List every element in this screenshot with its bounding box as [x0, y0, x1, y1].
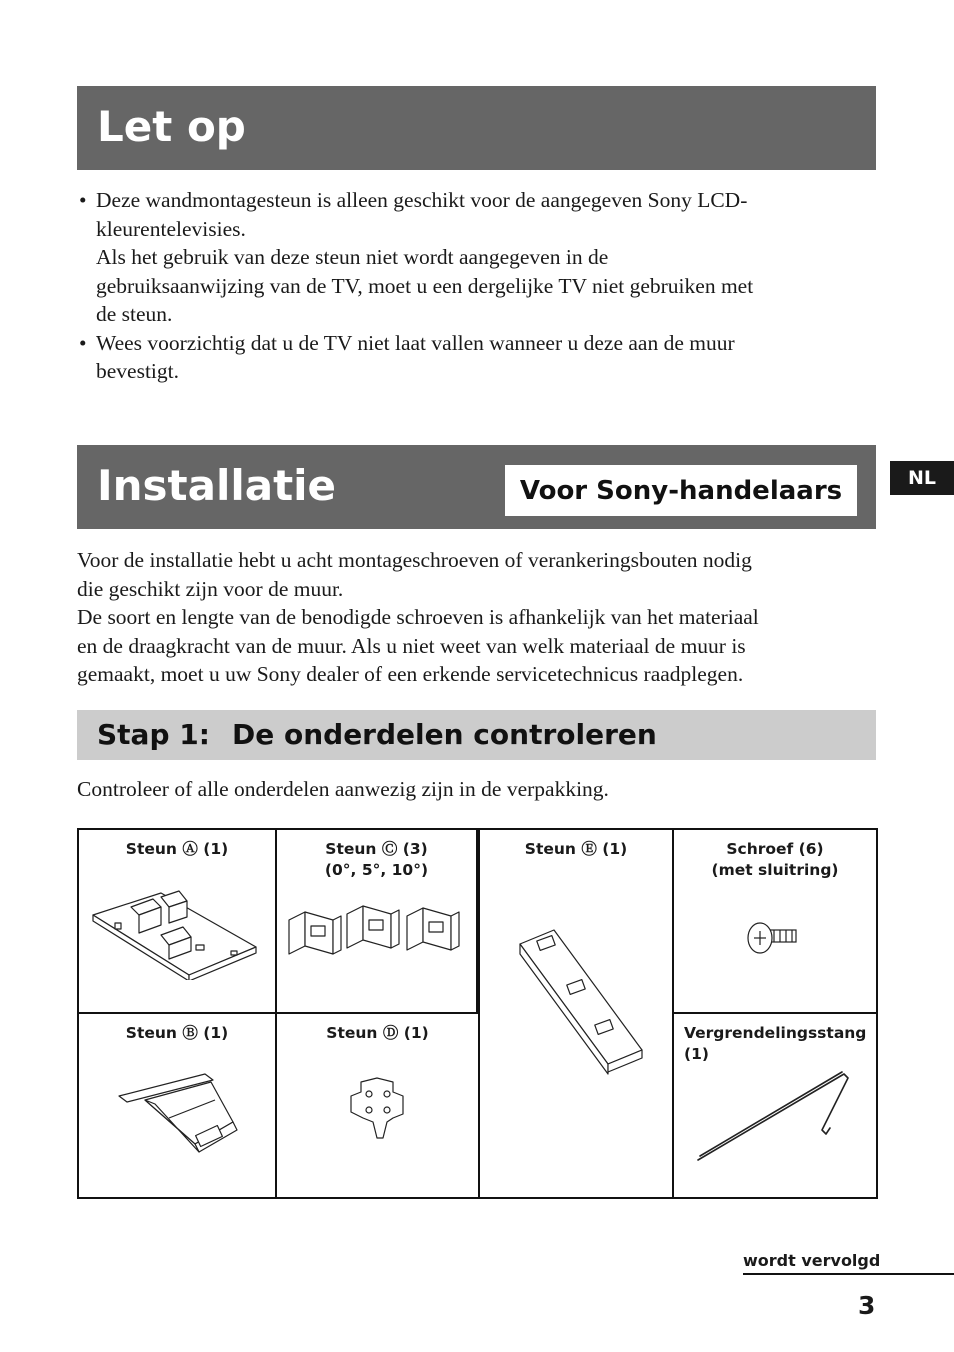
bracket-e-illustration [514, 926, 654, 1076]
continued-note: wordt vervolgd [743, 1251, 881, 1270]
footer-divider [743, 1273, 954, 1275]
part-label [684, 1023, 876, 1065]
caution-list [77, 186, 877, 386]
part-cell-locking-rod [674, 1014, 876, 1197]
part-label-line: Schroef (6) [726, 840, 824, 858]
step-title: De onderdelen controleren [232, 718, 657, 751]
part-label [674, 839, 876, 881]
part-cell-bracket-d [277, 1014, 478, 1197]
text-line: de steun. [96, 302, 173, 326]
part-label: Steun Ⓔ (1) [524, 840, 628, 858]
part-label-line: (met sluitring) [711, 861, 839, 879]
list-item [77, 329, 877, 386]
part-cell-bracket-b [79, 1014, 277, 1197]
step-header [77, 710, 876, 760]
text-line: gemaakt, moet u uw Sony dealer of een erkende servicetechnicus raadplegen. [77, 662, 744, 686]
locking-rod-illustration [696, 1070, 856, 1165]
text-line: • Deze wandmontagesteun is alleen geschikt voor de aangegeven Sony LCD- [96, 188, 748, 212]
section-title: Let op [97, 102, 246, 151]
part-label-line: (0°, 5°, 10°) [324, 861, 429, 879]
part-label-line: Vergrendelingsstang [684, 1024, 867, 1042]
text-line: Voor de installatie hebt u acht montageschroeven of verankeringsbouten nodig [77, 548, 752, 572]
part-label-line: Steun Ⓒ (3) [325, 840, 428, 858]
part-cell-bracket-c [277, 830, 478, 1014]
screw-illustration [746, 918, 806, 958]
text-line: kleurentelevisies. [96, 216, 246, 241]
installation-paragraph [77, 546, 877, 689]
list-item [77, 186, 877, 329]
text-line: Als het gebruik van deze steun niet wordt aangegeven in de [96, 245, 609, 269]
text-line: De soort en lengte van de benodigde schroeven is afhankelijk van het materiaal [77, 605, 759, 629]
page-number: 3 [858, 1291, 876, 1320]
text-line: bevestigt. [96, 359, 179, 383]
section-title: Installatie [97, 461, 337, 510]
part-cell-bracket-e [478, 830, 674, 1197]
part-label: Steun Ⓓ (1) [326, 1024, 429, 1042]
part-label-line: (1) [684, 1045, 709, 1063]
text-line: • Wees voorzichtig dat u de TV niet laat vallen wanneer u deze aan de muur [96, 330, 735, 355]
parts-table [77, 828, 878, 1199]
part-cell-screw [674, 830, 876, 1014]
language-tab: NL [890, 461, 954, 495]
part-label [277, 839, 476, 881]
part-cell-bracket-a [79, 830, 277, 1014]
bracket-b-illustration [115, 1070, 245, 1160]
text-line: die geschikt zijn voor de muur. [77, 576, 344, 601]
section-header-let-op [77, 86, 876, 170]
dealer-tag: Voor Sony-handelaars [505, 465, 857, 516]
bracket-c-illustration [285, 902, 470, 972]
step-label: Stap 1: [97, 718, 210, 751]
bracket-a-illustration [91, 885, 261, 980]
text-line: gebruiksaanwijzing van de TV, moet u een dergelijke TV niet gebruiken met [96, 273, 754, 298]
text-line: en de draagkracht van de muur. Als u niet weet van welk materiaal de muur is [77, 633, 746, 658]
part-label: Steun Ⓐ (1) [125, 840, 229, 858]
bracket-d-illustration [347, 1074, 407, 1144]
part-label: Steun Ⓑ (1) [125, 1024, 229, 1042]
step-intro: Controleer of alle onderdelen aanwezig zijn in de verpakking. [77, 777, 609, 801]
section-header-installatie [77, 445, 876, 529]
